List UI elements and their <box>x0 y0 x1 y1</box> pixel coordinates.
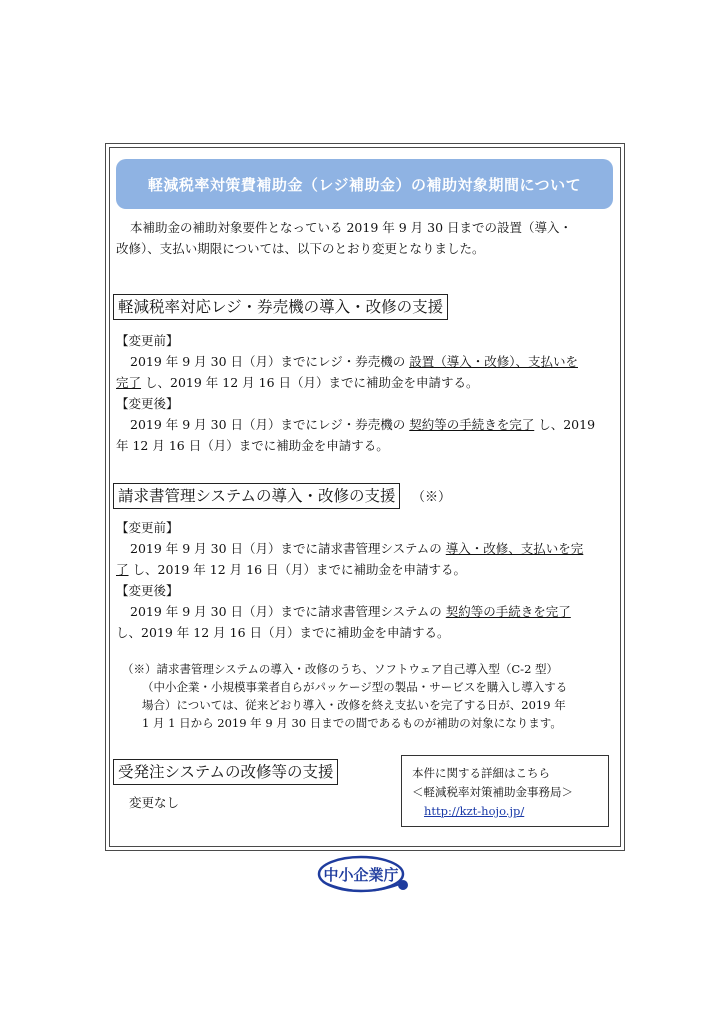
section-register-body <box>116 330 616 456</box>
before-label: 【変更前】 <box>116 520 179 535</box>
underlined-text: 契約等の手続きを完了 <box>409 417 535 432</box>
footnote-line: 1 月 1 日から 2019 年 9 月 30 日までの間であるものが補助の対象になります。 <box>142 716 562 730</box>
contact-line: 本件に関する詳細はこちら <box>412 766 550 780</box>
body-text: し、2019 年 12 月 16 日（月）までに補助金を申請する。 <box>132 562 466 577</box>
footnote-line: （中小企業・小規模事業者自らがパッケージ型の製品・サービスを購入し導入する <box>142 680 568 694</box>
body-line: し、2019 年 12 月 16 日（月）までに補助金を申請する。 <box>116 625 450 640</box>
body-text: 2019 年 9 月 30 日（月）までにレジ・券売機の <box>130 354 406 369</box>
contact-line: ＜軽減税率対策補助金事務局＞ <box>412 785 573 799</box>
footnote-line: （※）請求書管理システムの導入・改修のうち、ソフトウェア自己導入型（C-2 型） <box>122 662 559 676</box>
body-line <box>116 559 616 580</box>
underlined-text: 了 <box>116 562 129 577</box>
page-title: 軽減税率対策費補助金（レジ補助金）の補助対象期間について <box>116 159 613 209</box>
body-line: 年 12 月 16 日（月）までに補助金を申請する。 <box>116 438 389 453</box>
contact-box <box>401 755 609 827</box>
after-label: 【変更後】 <box>116 583 179 598</box>
body-text: 2019 年 9 月 30 日（月）までにレジ・券売機の <box>130 417 406 432</box>
intro-line: 本補助金の補助対象要件となっている 2019 年 9 月 30 日までの設置（導入・ <box>130 220 573 235</box>
body-line <box>116 372 616 393</box>
body-line <box>116 351 616 372</box>
body-text: し、2019 <box>538 417 596 432</box>
underlined-text: 契約等の手続きを完了 <box>445 604 571 619</box>
body-line <box>116 601 616 622</box>
body-text: 2019 年 9 月 30 日（月）までに請求書管理システムの <box>130 604 442 619</box>
intro-paragraph <box>116 217 616 259</box>
footnote-line: 場合）については、従来どおり導入・改修を終え支払いを完了する日が、2019 年 <box>142 698 566 712</box>
underlined-text: 完了 <box>116 375 142 390</box>
after-label: 【変更後】 <box>116 396 179 411</box>
intro-line: 改修）、支払い期限については、以下のとおり変更となりました。 <box>116 241 485 256</box>
body-text: 2019 年 9 月 30 日（月）までに請求書管理システムの <box>130 541 442 556</box>
body-line <box>116 414 616 435</box>
note-mark: （※） <box>412 490 452 505</box>
section-heading-register: 軽減税率対応レジ・券売機の導入・改修の支援 <box>113 294 448 320</box>
body-line <box>116 538 616 559</box>
sme-agency-logo <box>313 852 413 898</box>
logo-text: 中小企業庁 <box>323 866 399 884</box>
section-invoice-body <box>116 517 616 643</box>
underlined-text: 設置（導入・改修）、支払いを <box>409 354 578 369</box>
underlined-text: 導入・改修、支払いを完 <box>445 541 584 556</box>
before-label: 【変更前】 <box>116 333 179 348</box>
no-change-text: 変更なし <box>129 795 180 810</box>
footnote <box>122 660 612 732</box>
website-link[interactable]: http://kzt-hojo.jp/ <box>424 804 525 818</box>
body-text: し、2019 年 12 月 16 日（月）までに補助金を申請する。 <box>145 375 479 390</box>
section-heading-invoice: 請求書管理システムの導入・改修の支援 <box>113 483 400 509</box>
section-heading-ordering: 受発注システムの改修等の支援 <box>113 759 338 785</box>
